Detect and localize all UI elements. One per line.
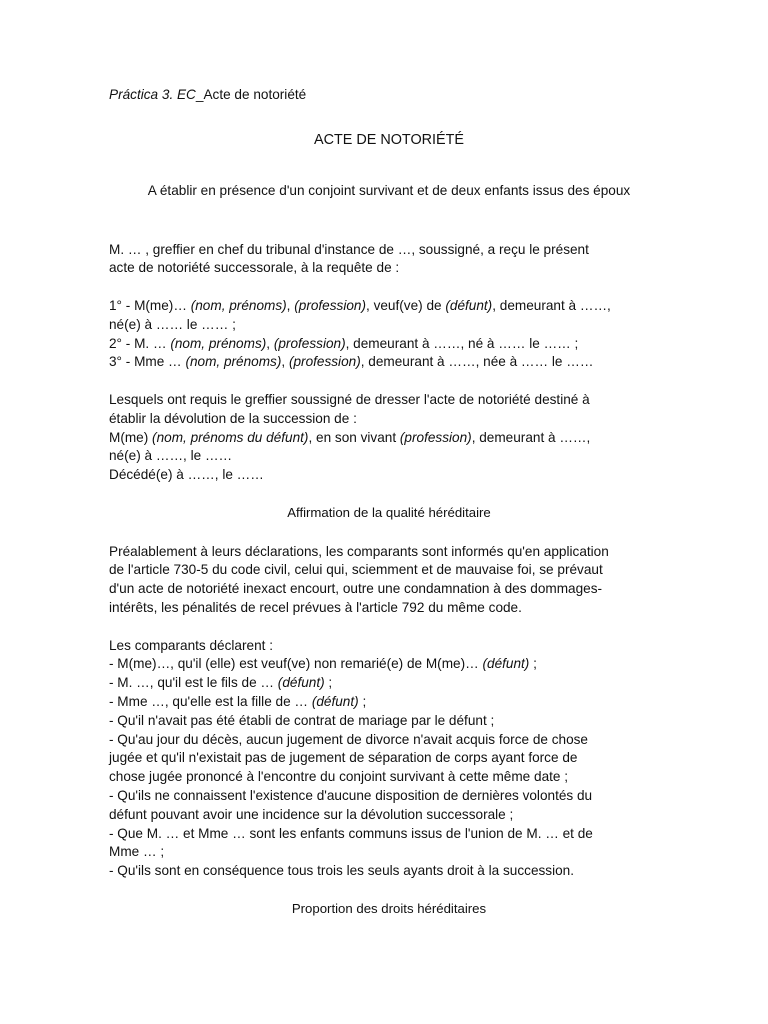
declaration-text: ; (529, 656, 537, 672)
requester-italic: (profession) (273, 335, 346, 351)
warning-line: Préalablement à leurs déclarations, les comparants sont informés qu'en application (109, 543, 609, 559)
deceased-line (109, 429, 669, 448)
request-line: établir la dévolution de la succession de : (109, 410, 357, 426)
declaration-item: - Qu'au jour du décès, aucun jugement de divorce n'avait acquis force de chose (109, 731, 588, 747)
declarations-list (109, 637, 669, 881)
requester-1-continued: né(e) à …… le …… ; (109, 316, 236, 332)
requester-text: 3° - Mme … (109, 354, 186, 370)
declaration-item: - Qu'ils ne connaissent l'existence d'aucune disposition de dernières volontés du (109, 787, 593, 803)
declaration-text: - M. …, qu'il est le fils de … (109, 675, 278, 691)
requester-3 (109, 353, 669, 372)
intro-line: acte de notoriété successorale, à la requête de : (109, 260, 400, 276)
deceased-birth-line: né(e) à ……, le …… (109, 448, 233, 464)
document-subtitle: A établir en présence d'un conjoint survivant et de deux enfants issus des époux (147, 182, 631, 198)
declaration-item (109, 693, 669, 712)
warning-line: d'un acte de notoriété inexact encourt, outre une condamnation à des dommages- (109, 581, 603, 597)
declaration-item-continued: défunt pouvant avoir une incidence sur la dévolution successorale ; (109, 806, 514, 822)
deceased-text: , demeurant à ……, (471, 429, 591, 445)
declaration-item-continued: jugée et qu'il n'existait pas de jugement de séparation de corps ayant force de (109, 750, 578, 766)
requester-1 (109, 297, 669, 316)
deceased-text: M(me) (109, 429, 153, 445)
declaration-text: - M(me)…, qu'il (elle) est veuf(ve) non remarié(e) de M(me)… (109, 656, 483, 672)
declaration-italic: (défunt) (311, 693, 359, 709)
requester-text: , (281, 354, 289, 370)
document-header (109, 86, 669, 105)
warning-paragraph (109, 543, 669, 618)
requester-text: 2° - M. … (109, 335, 171, 351)
declaration-italic: (défunt) (277, 675, 325, 691)
declaration-item (109, 674, 669, 693)
declaration-item-continued: Mme … ; (109, 844, 165, 860)
requester-text: , demeurant à ……, née à …… le …… (360, 354, 594, 370)
document-title: ACTE DE NOTORIÉTÉ (313, 131, 465, 148)
requester-text: , demeurant à ……, (492, 297, 611, 313)
requester-italic: (nom, prénoms) (190, 297, 287, 313)
intro-paragraph (109, 241, 669, 279)
declarations-intro: Les comparants déclarent : (109, 637, 273, 653)
request-line: Lesquels ont requis le greffier soussigné de dresser l'acte de notoriété destiné à (109, 391, 590, 407)
deceased-italic: (profession) (399, 429, 472, 445)
deceased-italic: (nom, prénoms du défunt) (152, 429, 309, 445)
requesters-list (109, 297, 669, 372)
section-heading-hereditary-rights: Proportion des droits héréditaires (291, 900, 487, 916)
requester-text: , (266, 335, 274, 351)
practice-subject: _Acte de notoriété (195, 87, 307, 102)
requester-italic: (défunt) (445, 297, 493, 313)
deceased-death-line: Décédé(e) à ……, le …… (109, 467, 264, 483)
declaration-text: - Mme …, qu'elle est la fille de … (109, 693, 312, 709)
declaration-item: - Qu'ils sont en conséquence tous trois les seuls ayants droit à la succession. (109, 863, 575, 879)
requester-text: , (286, 297, 295, 313)
requester-italic: (nom, prénoms) (170, 335, 267, 351)
declaration-item-continued: chose jugée prononcé à l'encontre du conjoint survivant à cette même date ; (109, 769, 569, 785)
request-paragraph (109, 391, 669, 485)
practice-label: Práctica 3. EC (109, 87, 196, 102)
declaration-item: - Que M. … et Mme … sont les enfants communs issus de l'union de M. … et de (109, 825, 593, 841)
declaration-item (109, 655, 669, 674)
declaration-italic: (défunt) (482, 656, 530, 672)
requester-italic: (profession) (288, 354, 361, 370)
declaration-text: ; (324, 675, 333, 691)
declaration-item: - Qu'il n'avait pas été établi de contrat de mariage par le défunt ; (109, 712, 495, 728)
requester-text: , demeurant à ……, né à …… le …… ; (345, 335, 579, 351)
requester-italic: (nom, prénoms) (185, 354, 282, 370)
requester-2 (109, 335, 669, 354)
warning-line: de l'article 730-5 du code civil, celui qui, sciemment et de mauvaise foi, se prévaut (109, 562, 603, 578)
requester-text: 1° - M(me)… (109, 297, 191, 313)
section-heading-hereditary-quality: Affirmation de la qualité héréditaire (287, 504, 491, 520)
warning-line: intérêts, les pénalités de recel prévues à l'article 792 du même code. (109, 599, 522, 615)
intro-line: M. … , greffier en chef du tribunal d'instance de …, soussigné, a reçu le présent (109, 241, 589, 257)
declaration-text: ; (358, 693, 367, 709)
requester-text: , veuf(ve) de (366, 297, 446, 313)
deceased-text: , en son vivant (308, 429, 400, 445)
requester-italic: (profession) (294, 297, 367, 313)
document-page (109, 86, 669, 938)
